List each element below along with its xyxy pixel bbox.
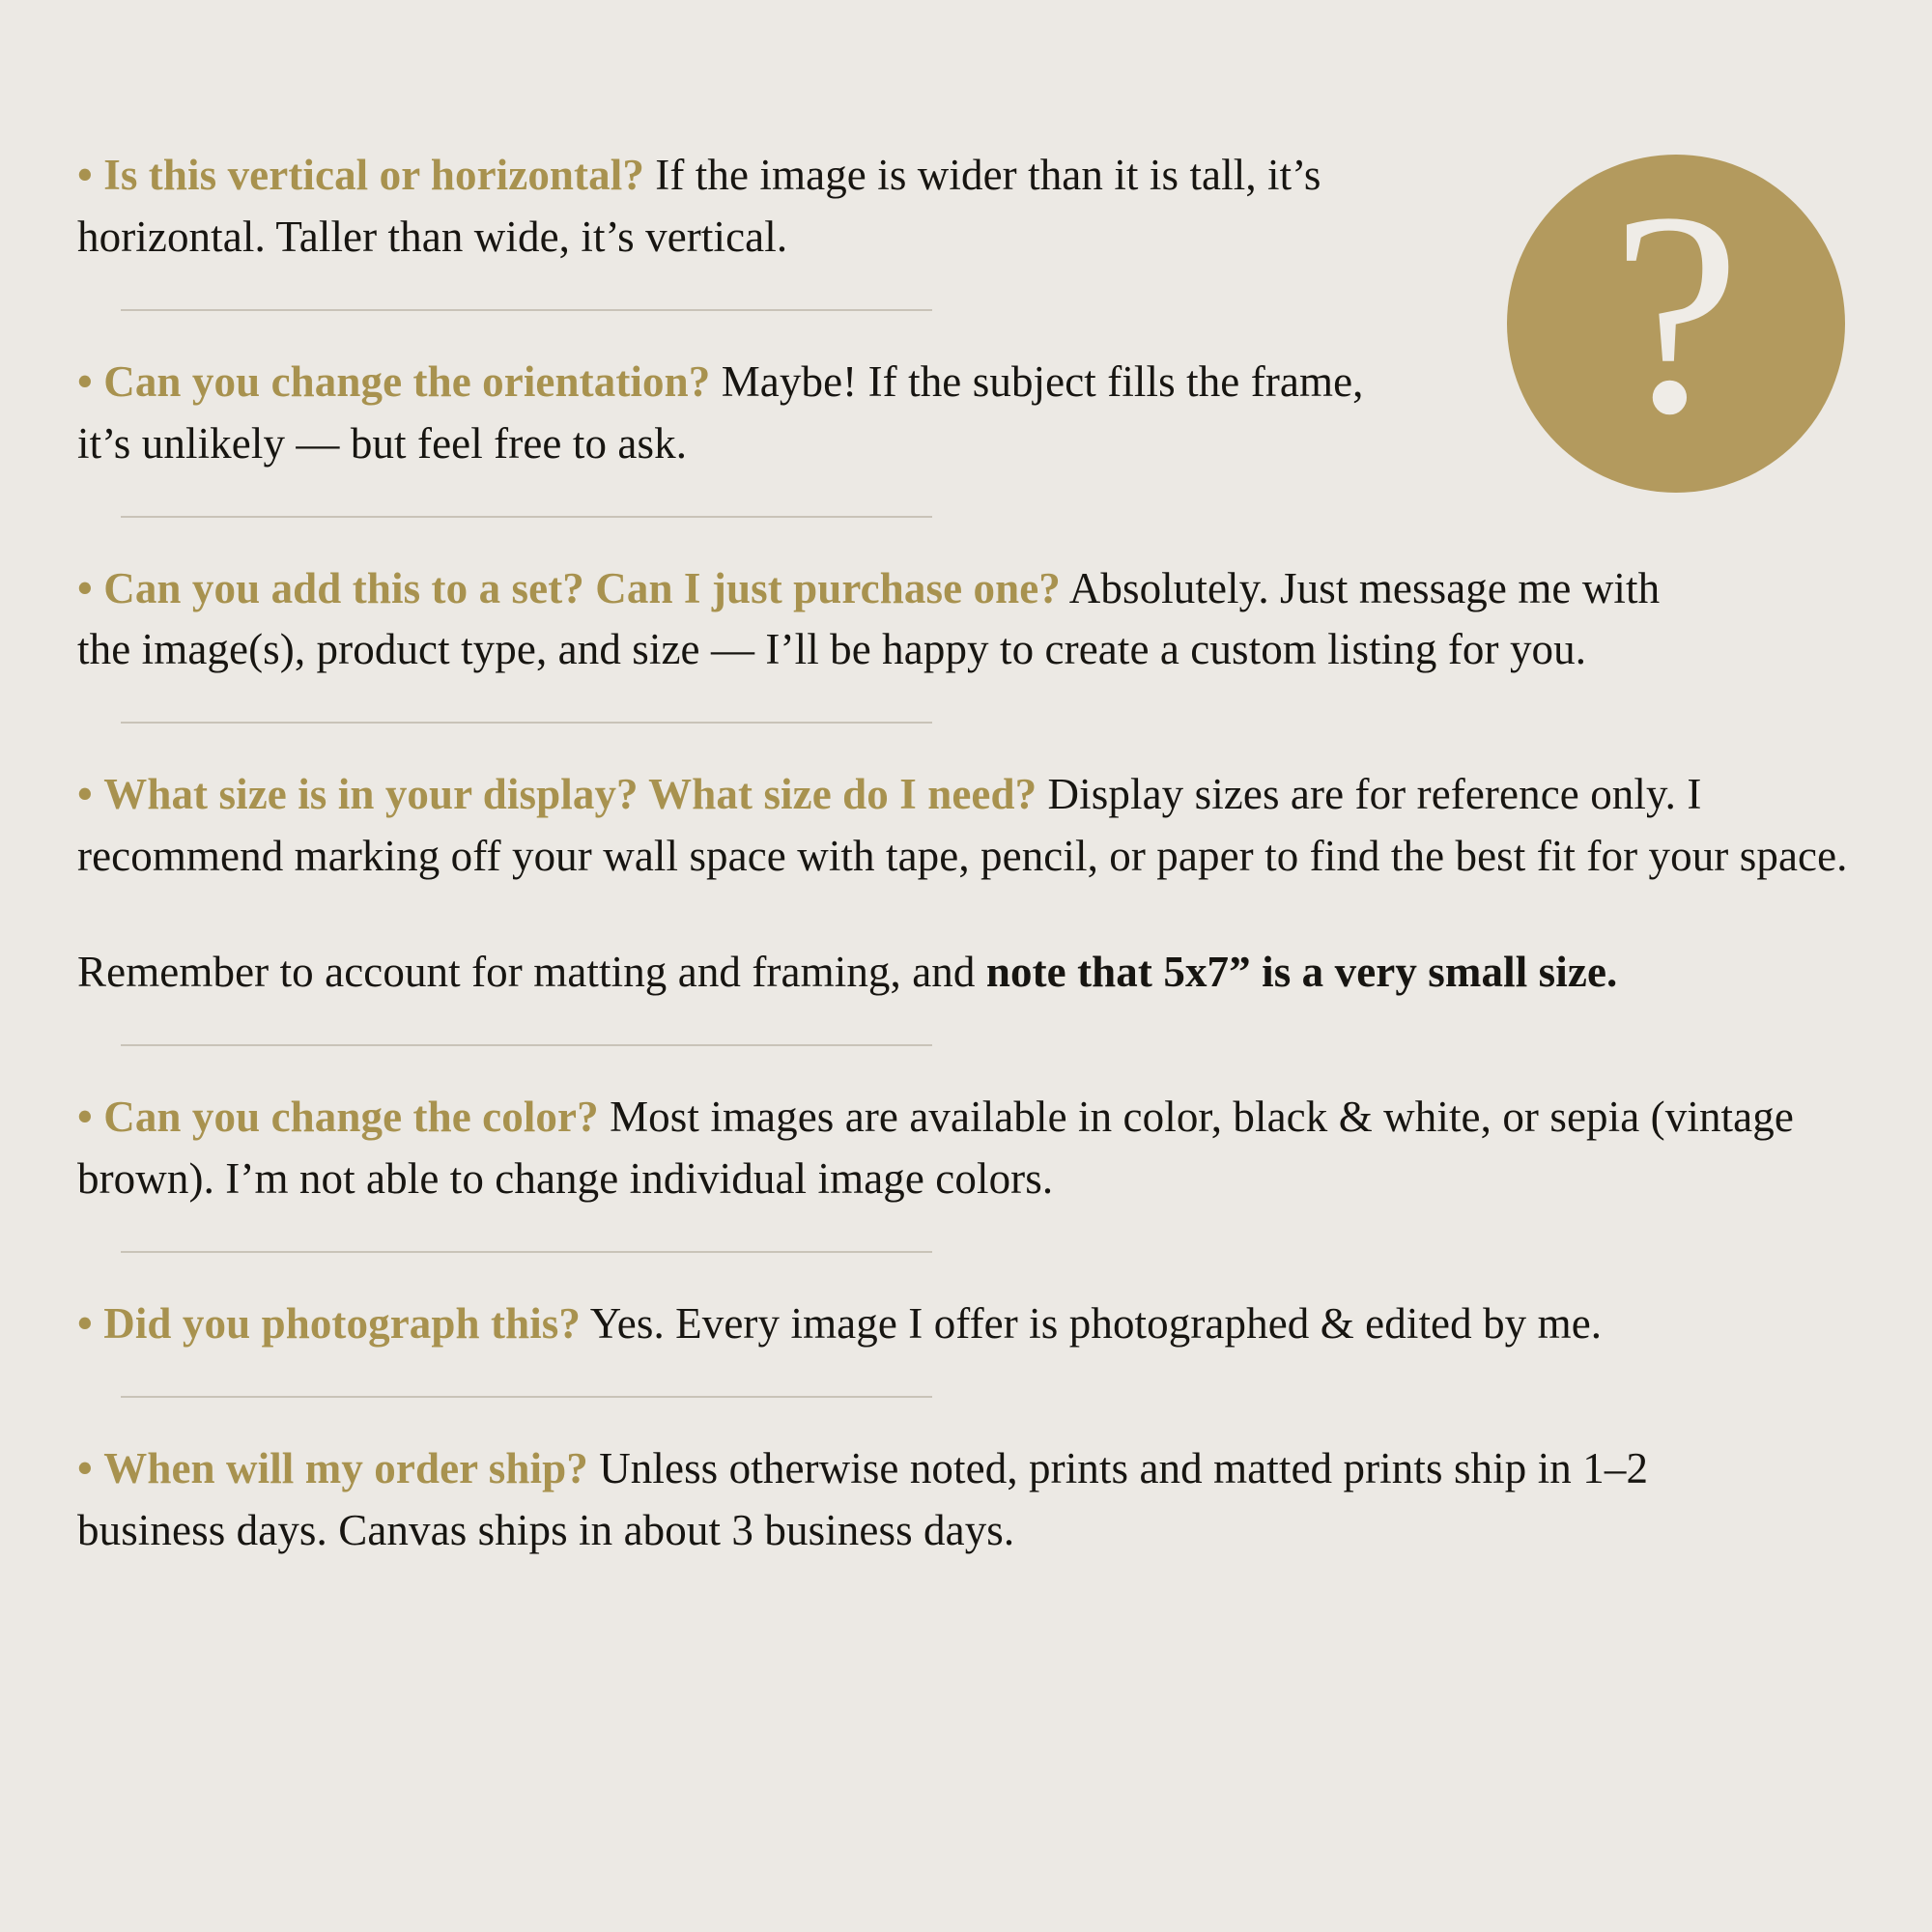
- bullet-icon: •: [77, 1093, 93, 1142]
- faq-question: Is this vertical or horizontal?: [103, 151, 644, 199]
- faq-item-sets-and-singles: [77, 558, 1700, 682]
- faq-question: What size is in your display? What size do I need?: [103, 770, 1037, 819]
- question-mark-icon: ?: [1611, 153, 1741, 473]
- spacer: [77, 888, 1855, 942]
- faq-note-matting: [77, 942, 1855, 1004]
- faq-note-lead: Remember to account for matting and framing, and: [77, 948, 986, 997]
- bullet-icon: •: [77, 1443, 93, 1492]
- divider: [121, 1396, 932, 1398]
- faq-item-display-size: [77, 764, 1855, 888]
- faq-question: Can you change the color?: [103, 1093, 599, 1142]
- bullet-icon: •: [77, 356, 93, 406]
- faq-item-shipping: [77, 1438, 1700, 1562]
- faq-item-orientation-check: [77, 145, 1420, 269]
- faq-answer: Maybe! If the subject fills the frame, it’s unlikely — but feel free to ask.: [77, 356, 1364, 468]
- faq-note-emphasis: note that 5x7” is a very small size.: [985, 948, 1618, 997]
- bullet-icon: •: [77, 770, 93, 819]
- faq-item-photographer: [77, 1293, 1855, 1355]
- divider: [121, 722, 932, 724]
- faq-answer: If the image is wider than it is tall, it’s horizontal. Taller than wide, it’s vertical.: [77, 151, 1321, 261]
- faq-item-change-color: [77, 1087, 1855, 1210]
- bullet-icon: •: [77, 563, 93, 612]
- divider: [121, 516, 932, 518]
- faq-question: When will my order ship?: [103, 1443, 588, 1492]
- faq-answer: Absolutely. Just message me with the image(s), product type, and size — I’ll be happy to create a custom listing for you.: [77, 563, 1661, 674]
- faq-question: Did you photograph this?: [103, 1298, 582, 1348]
- bullet-icon: •: [77, 151, 93, 199]
- divider: [121, 1044, 932, 1046]
- faq-question: Can you add this to a set? Can I just purchase one?: [103, 563, 1061, 612]
- divider: [121, 309, 932, 311]
- bullet-icon: •: [77, 1298, 93, 1348]
- faq-answer: Unless otherwise noted, prints and matted prints ship in 1–2 business days. Canvas ships in about 3 business days.: [77, 1443, 1649, 1554]
- divider: [121, 1251, 932, 1253]
- faq-item-change-orientation: [77, 352, 1420, 475]
- faq-question: Can you change the orientation?: [103, 356, 711, 406]
- faq-list: [77, 145, 1855, 1561]
- faq-answer: Display sizes are for reference only. I recommend marking off your wall space with tape, pencil, or paper to find the best fit for your space.: [77, 770, 1848, 881]
- faq-answer: Most images are available in color, black & white, or sepia (vintage brown). I’m not able to change individual image colors.: [77, 1093, 1794, 1203]
- faq-answer: Yes. Every image I offer is photographed & edited by me.: [581, 1298, 1603, 1348]
